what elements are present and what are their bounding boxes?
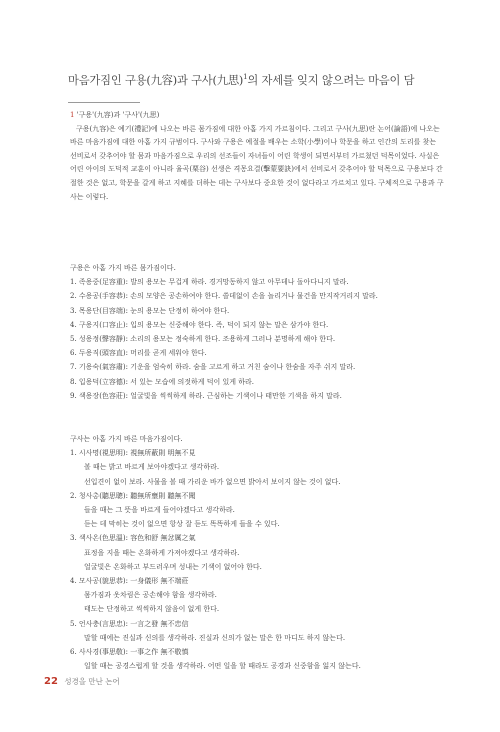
gusa-item-line: 표정을 지을 때는 온화하게 가져야겠다고 생각하라. [84,548,240,557]
section-heading [68,72,448,88]
list-item: 1. 족용중(足容重): 발의 용모는 무겁게 하라. 경거망동하지 않고 아무데나 돌아다니지 말라. [70,278,349,287]
list-item: 4. 구용지(口容止): 입의 용모는 신중해야 한다. 즉, 덕이 되지 않는 말은 삼가야 한다. [70,320,329,329]
gusa-item-line: 태도는 단정하고 씩씩하지 않음이 없게 한다. [84,605,220,614]
gusa-item-line: 일할 때는 공경스럽게 할 것을 생각하라. 어떤 일을 할 때라도 공경과 신중함을 잃지 않는다. [84,662,361,671]
gusa-intro: 구사는 아홉 가지 바른 마음가짐이다. [70,435,183,443]
list-item: 9. 색용장(色容莊): 얼굴빛을 씩씩하게 하라. 근심하는 기색이나 태만한 기색을 하지 말라. [70,391,342,400]
gusa-item-head: 3. 색사온(色思溫): 容色和舒 無忿厲之氣 [70,534,196,543]
book-title: 성경을 만난 논어 [64,677,120,686]
gusa-item-head: 4. 모사공(貌思恭): 一身儀形 無不端莊 [70,577,189,586]
footnote-title-line [70,109,444,123]
list-item: 8. 입용덕(立容德): 서 있는 모습에 의젓하게 덕이 있게 하라. [70,377,255,386]
gusa-item-line: 들을 때는 그 뜻을 바르게 들어야겠다고 생각하라. [84,506,235,515]
heading-text: 마음가짐인 구용(九容)과 구사(九思) [68,74,244,87]
footnote-number: 1 [70,111,75,119]
gusa-item-line: 얼굴빛은 온화하고 부드러우며 성내는 기색이 없어야 한다. [84,562,262,571]
list-item: 7. 기용숙(氣容肅): 기운을 엄숙히 하라. 숨을 고르게 하고 거친 숨이나 한숨을 자주 쉬지 말라. [70,363,356,372]
gusa-item-head: 1. 시사명(視思明): 視無所蔽則 明無不見 [70,449,196,458]
gusa-section [70,432,444,673]
gusa-item-head: 2. 청사총(聽思聰): 聽無所壅則 聽無不聞 [70,491,196,500]
heading-text-rest: 의 자세를 잊지 않으려는 마음이 담 [247,74,415,87]
list-item: 3. 목용단(目容端): 눈의 용모는 단정히 하여야 한다. [70,306,230,315]
footnote [70,109,444,204]
footnote-ref: 1 [243,73,248,82]
gusa-item-line: 볼 때는 밝고 바르게 보아야겠다고 생각하라. [84,463,220,472]
gusa-item-line: 듣는 데 막히는 것이 없으면 항상 잘 듣도 똑똑하게 들을 수 있다. [84,520,280,529]
footnote-divider [68,102,140,103]
gusa-item-line: 몸가짐과 옷차림은 공손해야 함을 생각하라. [84,591,217,600]
list-item: 5. 성용정(聲容靜): 소리의 용모는 정숙하게 한다. 조용하게 그러나 분명하게 해야 한다. [70,335,336,344]
guyong-intro: 구용은 아홉 가지 바른 몸가짐이다. [70,264,176,272]
gusa-item-head: 6. 사사경(事思敬): 一事之作 無不敬慎 [70,648,189,657]
gusa-item-line: 선입견이 없이 보라. 사물을 볼 때 가리운 바가 없으면 밝아서 보이지 않는 것이 없다. [84,477,341,486]
gusa-item-line: 말할 때에는 진실과 신의를 생각하라. 진실과 신의가 없는 말은 한 마디도 하지 않는다. [84,633,346,642]
list-item: 6. 두용직(頭容直): 머리를 곧게 세워야 한다. [70,349,207,358]
page-number: 22 [44,676,58,687]
gusa-item-head: 5. 언사충(言思忠): 一言之發 無不忠信 [70,619,189,628]
guyong-section [70,261,444,403]
page-footer [44,676,120,687]
footnote-title: '구용'(九容)과 '구사'(九思) [76,111,160,119]
list-item: 2. 수용공(手容恭): 손의 모양은 공손하여야 한다. 쓸데없이 손을 놀리거나 물건을 만지작거리지 말라. [70,292,378,301]
footnote-body: 구용(九容)은 예기(禮記)에 나오는 바른 몸가짐에 대한 아홉 가지 가르침이다. 그리고 구사(九思)란 논어(論語)에 나오는 바른 마음가짐에 대한 아홉 가지 규범이다. 구사와 구용은 예절을 배우는 소학(小學)이나 학문을 하고 인간의 도리를 찾는 선비로서 갖추어야 할 몸과 마음가짐으로 우리의 선조들이 자녀들이 어린 학생이 되면서부터 가르쳤던 덕목이었다. 사실은 어린 아이의 도덕적 교훈이 아니라 율곡(栗谷) 선생은 격몽요결(擊蒙要訣)에서 선비로서 갖추어야 할 덕목으로 구용보다 간절한 것은 없고, 학문을 갈게 하고 지혜를 더하는 데는 구사보다 중요한 것이 없다라고 가르치고 있다. 구체적으로 구용과 구사는 이렇다. [70,124,444,201]
